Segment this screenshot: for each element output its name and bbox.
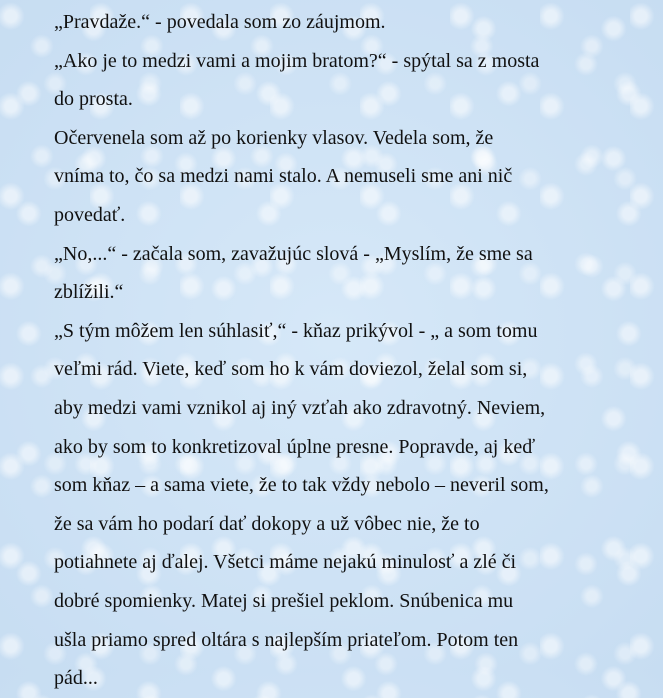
text-line: veľmi rád. Viete, keď som ho k vám doviezol, želal som si, — [54, 358, 528, 381]
text-line: ušla priamo spred oltára s najlepším priateľom. Potom ten — [54, 628, 519, 651]
text-line: vníma to, čo sa medzi nami stalo. A nemuseli sme ani nič — [54, 165, 513, 188]
text-line: som kňaz – a sama viete, že to tak vždy nebolo – neveril som, — [54, 474, 549, 497]
text-line: „S tým môžem len súhlasiť,“ - kňaz prikývol - „ a som tomu — [54, 319, 538, 342]
text-line: ako by som to konkretizoval úplne presne. Popravde, aj keď — [54, 435, 536, 458]
text-line: „Ako je to medzi vami a mojim bratom?“ - spýtal sa z mosta — [54, 49, 540, 72]
text-line: potiahnete aj ďalej. Všetci máme nejakú minulosť a zlé či — [54, 551, 517, 574]
text-line: dobré spomienky. Matej si prešiel peklom. Snúbenica mu — [54, 589, 514, 612]
text-line: zblížili.“ — [54, 281, 124, 304]
text-line: Očervenela som až po korienky vlasov. Vedela som, že — [54, 126, 494, 149]
text-line: „No,...“ - začala som, zavažujúc slová - „Myslím, že sme sa — [54, 242, 533, 265]
text-line: že sa vám ho podarí dať dokopy a už vôbec nie, že to — [54, 512, 480, 535]
text-line: do prosta. — [54, 88, 133, 111]
document-text — [54, 3, 614, 698]
text-line: „Pravdaže.“ - povedala som zo záujmom. — [54, 11, 386, 33]
text-line: aby medzi vami vznikol aj iný vzťah ako zdravotný. Neviem, — [54, 396, 546, 419]
text-line: pád... — [54, 667, 98, 690]
text-line: povedať. — [54, 203, 126, 226]
